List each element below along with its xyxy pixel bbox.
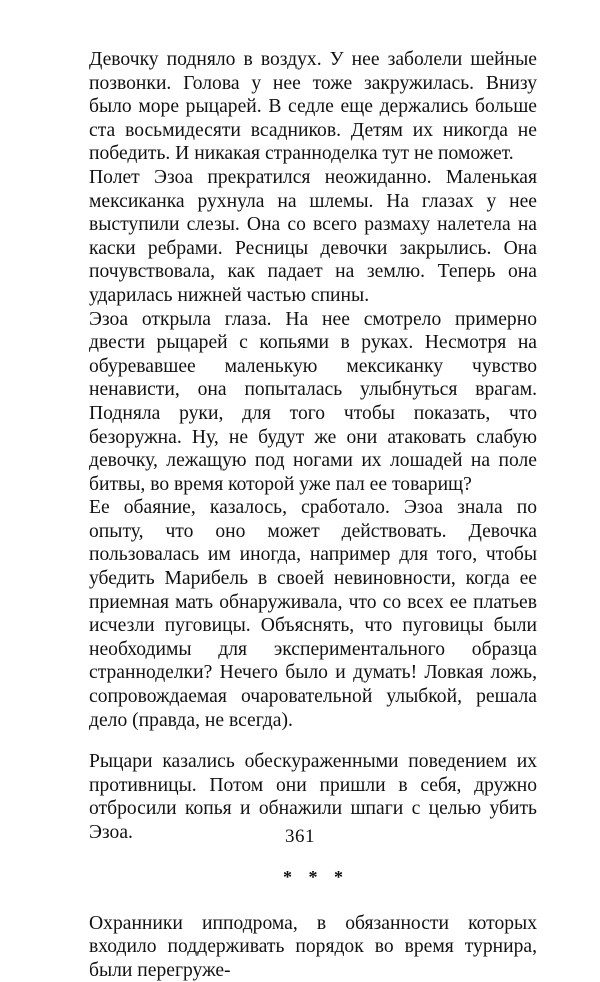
page-number: 361	[285, 826, 315, 847]
section-separator: * * *	[283, 866, 349, 887]
paragraph: Ее обаяние, казалось, сработало. Эзоа знала по опыту, что оно может действовать. Девочка пользовалась им иногда, например для того, чтобы убедить Марибель в своей невиновности, когда ее приемная мать обнаруживала, что со всех ее платьев исчезли пуговицы. Объяснять, что пуговицы были необходимы для экспериментального образца странноделки? Нечего было и думать! Ловкая ложь, сопровождаемая очаровательной улыбкой, решала дело (правда, не всегда).	[89, 497, 537, 731]
paragraph: Охранники ипподрома, в обязанности которых входило поддерживать порядок во время турнира, были перегруже-	[89, 912, 537, 981]
paragraph: Полет Эзоа прекратился неожиданно. Маленькая мексиканка рухнула на шлемы. На глазах у нее выступили слезы. Она со всего размаху налетела на каски ребрами. Ресницы девочки закрылись. Она почувствовала, как падает на землю. Теперь она ударилась нижней частью спины.	[89, 166, 537, 306]
paragraph: Рыцари казались обескураженными поведением их противницы. Потом они пришли в себя, дружно отбросили копья и обнажили шпаги с целью убить Эзоа.	[89, 751, 537, 843]
paragraph: Девочку подняло в воздух. У нее заболели шейные позвонки. Голова у нее тоже закружилась. Внизу было море рыцарей. В седле еще держались больше ста восьмидесяти всадников. Детям их никогда не победить. И никакая странноделка тут не поможет.	[89, 49, 537, 165]
paragraph: Эзоа открыла глаза. На нее смотрело примерно двести рыцарей с копьями в руках. Несмотря на обуревавшее маленькую мексиканку чувство ненависти, она попыталась улыбнуться врагам. Подняла руки, для того чтобы показать, что безоружна. Ну, не будут же они атаковать слабую девочку, лежащую под ногами их лошадей на поле битвы, во время которой уже пал ее товарищ?	[89, 308, 537, 495]
paragraph-gap	[89, 732, 537, 750]
